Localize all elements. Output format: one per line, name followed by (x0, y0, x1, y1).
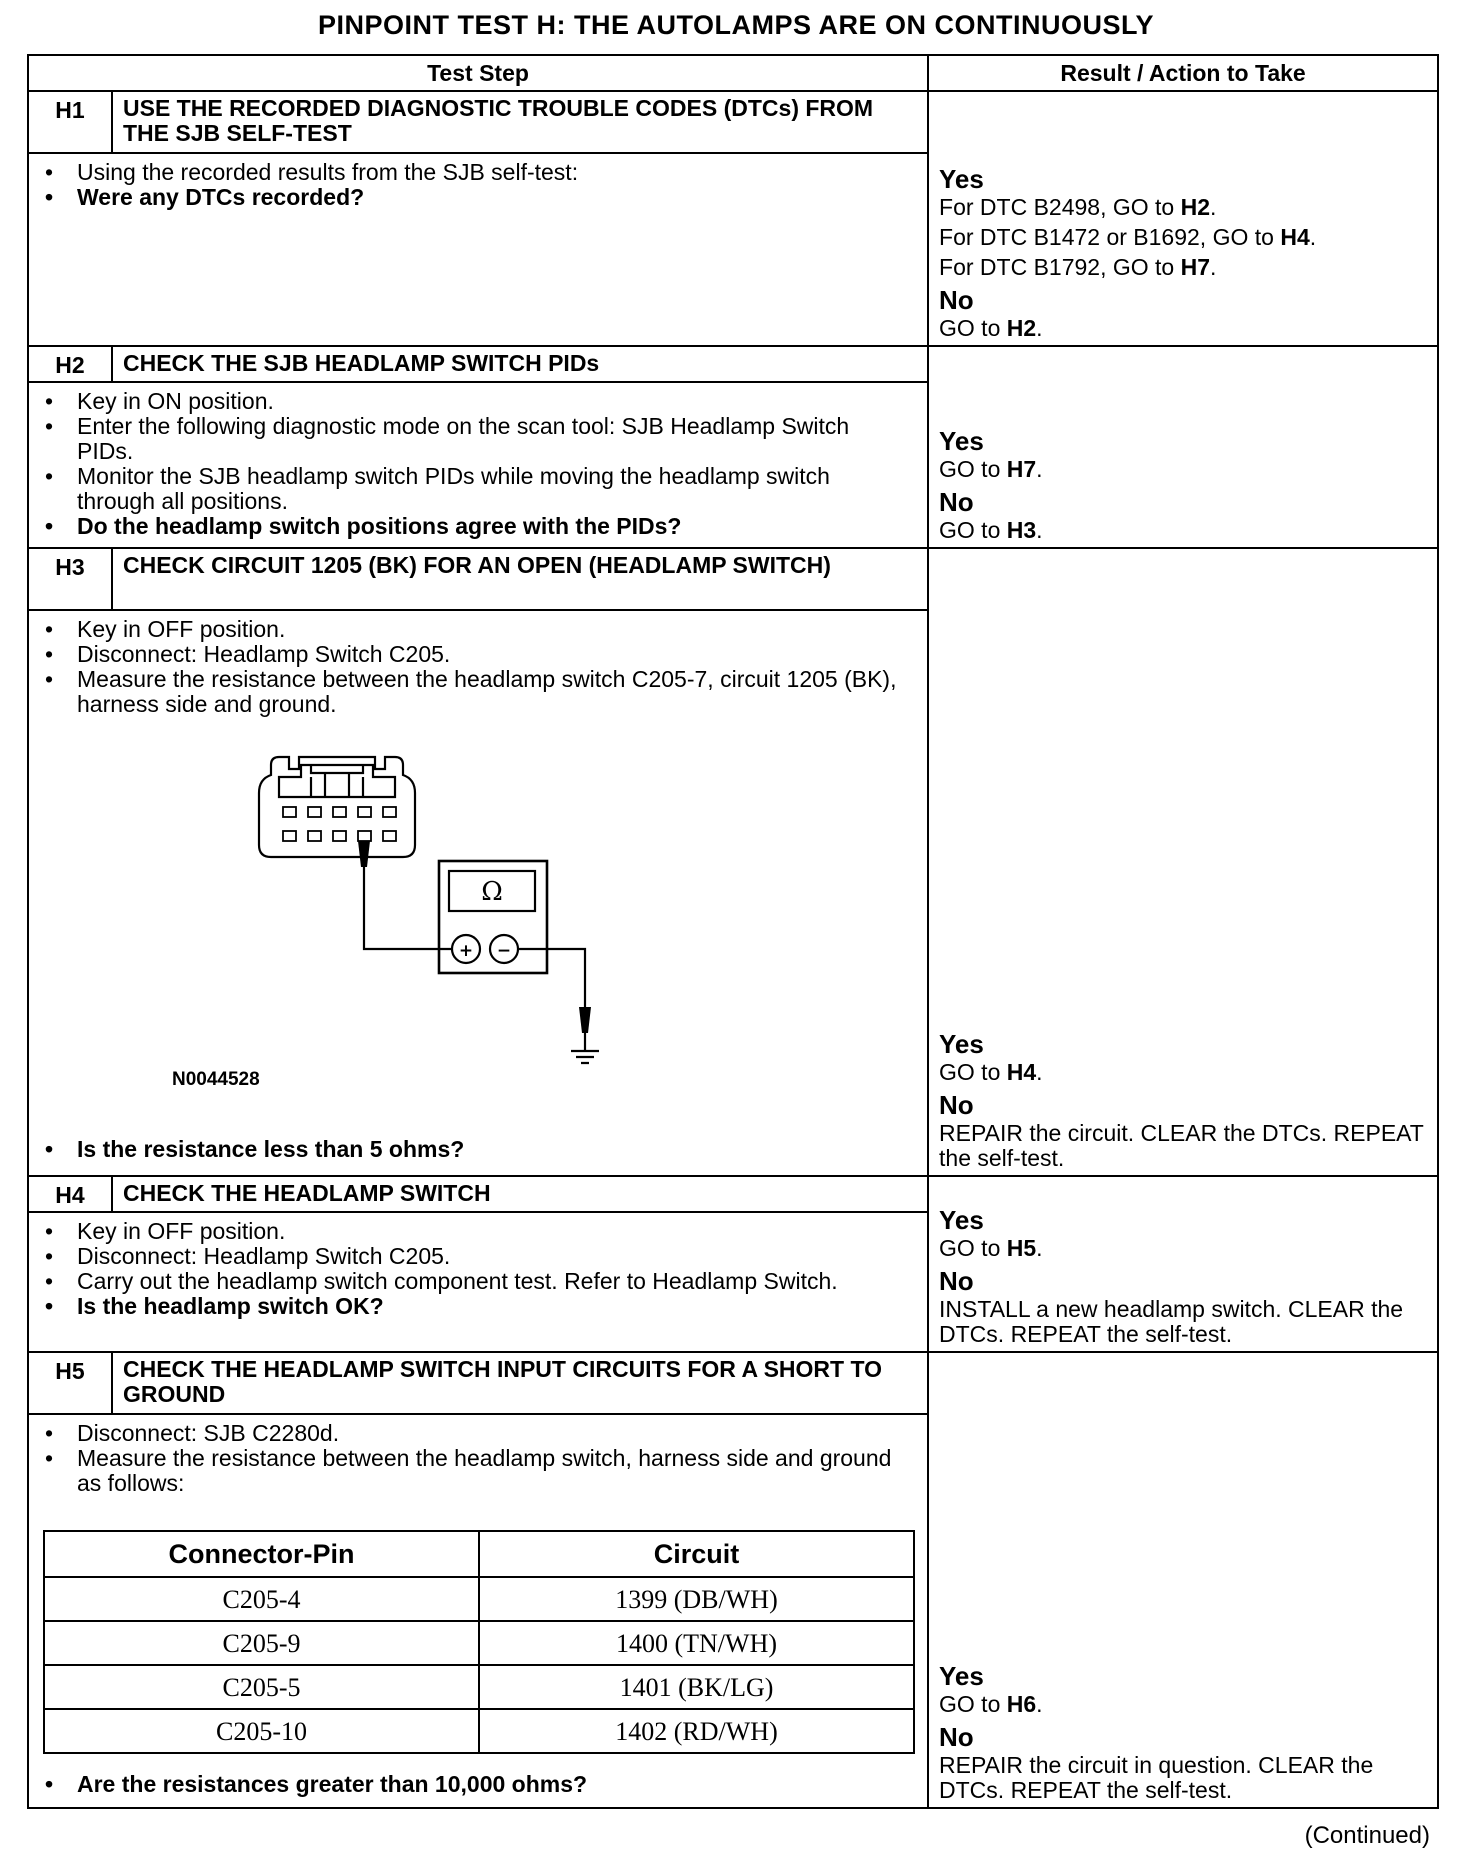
table-row (44, 1665, 914, 1709)
result-line: GO to H3. (939, 517, 1043, 543)
plus-symbol: + (458, 941, 474, 961)
step-heading: CHECK CIRCUIT 1205 (BK) FOR AN OPEN (HEADLAMP SWITCH) (112, 548, 928, 610)
connector-pins (283, 807, 396, 841)
step-heading: USE THE RECORDED DIAGNOSTIC TROUBLE CODES (DTCs) FROM THE SJB SELF-TEST (112, 91, 928, 153)
bullet-question: • Is the headlamp switch OK? (39, 1294, 897, 1319)
step-h4-result (928, 1176, 1438, 1352)
step-ref: H4 (1006, 1059, 1037, 1085)
step-ref: H6 (1006, 1691, 1037, 1717)
step-h1-heading-row (28, 91, 1438, 153)
step-h1-result (928, 91, 1438, 346)
bullet-item: • Monitor the SJB headlamp switch PIDs while moving the headlamp switch through all positions. (39, 464, 897, 514)
probe-tip-negative (579, 1007, 591, 1033)
bullet-question: • Do the headlamp switch positions agree with the PIDs? (39, 514, 897, 539)
yes-label: Yes (939, 1205, 984, 1235)
table-row (44, 1709, 914, 1753)
yes-label: Yes (939, 1029, 984, 1059)
ohm-symbol: Ω (481, 877, 503, 907)
circuit-col-header: Circuit (479, 1531, 914, 1577)
bullet-question: • Are the resistances greater than 10,000 ohms? (39, 1772, 917, 1797)
pin-circuit-table (43, 1530, 915, 1754)
no-label: No (939, 487, 974, 517)
step-body (28, 153, 928, 346)
probe-tip-positive (358, 841, 370, 867)
result-line: GO to H4. (939, 1059, 1043, 1085)
no-label: No (939, 1090, 974, 1120)
step-h2-heading-row (28, 346, 1438, 382)
bullet-item: • Key in OFF position. (39, 1219, 897, 1244)
step-h4-heading-row (28, 1176, 1438, 1212)
step-id: H3 (28, 548, 112, 610)
step-id: H2 (28, 346, 112, 382)
bullet-item: • Disconnect: Headlamp Switch C205. (39, 642, 897, 667)
minus-symbol: − (496, 941, 512, 961)
step-h5-result (928, 1352, 1438, 1808)
result-text: REPAIR the circuit. CLEAR the DTCs. REPEAT the self-test. (939, 1120, 1424, 1171)
result-line: GO to H7. (939, 456, 1043, 482)
circuit-cell: 1400 (TN/WH) (479, 1621, 914, 1665)
bullet-item: • Enter the following diagnostic mode on the scan tool: SJB Headlamp Switch PIDs. (39, 414, 897, 464)
step-h3-result (928, 548, 1438, 1176)
pin-table-header (44, 1531, 914, 1577)
step-body (28, 1414, 928, 1808)
no-label: No (939, 1266, 974, 1296)
result-line: For DTC B1472 or B1692, GO to H4. (939, 224, 1317, 250)
continued-label: (Continued) (1304, 1822, 1430, 1849)
step-ref: H7 (1006, 456, 1037, 482)
result-text: REPAIR the circuit in question. CLEAR the DTCs. REPEAT the self-test. (939, 1752, 1374, 1803)
step-heading: CHECK THE HEADLAMP SWITCH INPUT CIRCUITS FOR A SHORT TO GROUND (112, 1352, 928, 1414)
figure-id: N0044528 (172, 1069, 260, 1090)
resistance-measurement-diagram (39, 717, 599, 1117)
step-id: H5 (28, 1352, 112, 1414)
bullet-item: • Key in OFF position. (39, 617, 897, 642)
result-line: GO to H6. (939, 1691, 1043, 1717)
step-ref: H5 (1006, 1235, 1037, 1261)
bullet-item: • Key in ON position. (39, 389, 897, 414)
page-title: PINPOINT TEST H: THE AUTOLAMPS ARE ON CONTINUOUSLY (317, 10, 1155, 40)
no-label: No (939, 285, 974, 315)
bullet-item: • Carry out the headlamp switch component test. Refer to Headlamp Switch. (39, 1269, 897, 1294)
step-body (28, 1212, 928, 1352)
step-body (28, 382, 928, 548)
result-line: For DTC B1792, GO to H7. (939, 254, 1217, 280)
step-h3-heading-row (28, 548, 1438, 610)
header-result: Result / Action to Take (928, 55, 1438, 91)
table-header-row (28, 55, 1438, 91)
pin-cell: C205-10 (44, 1709, 479, 1753)
yes-label: Yes (939, 426, 984, 456)
step-heading: CHECK THE HEADLAMP SWITCH (112, 1176, 928, 1212)
bullet-item: • Using the recorded results from the SJB self-test: (39, 160, 897, 185)
connector-diagram (39, 717, 897, 1137)
negative-lead (518, 949, 585, 1035)
step-ref: H7 (1180, 254, 1211, 280)
pin-cell: C205-9 (44, 1621, 479, 1665)
no-label: No (939, 1722, 974, 1752)
header-test-step: Test Step (28, 55, 928, 91)
step-h2-result (928, 346, 1438, 548)
step-body (28, 610, 928, 1176)
pin-cell: C205-4 (44, 1577, 479, 1621)
result-text: INSTALL a new headlamp switch. CLEAR the DTCs. REPEAT the self-test. (939, 1296, 1404, 1347)
result-line: GO to H5. (939, 1235, 1043, 1261)
bullet-item: • Measure the resistance between the headlamp switch, harness side and ground as follows: (39, 1446, 897, 1496)
bullet-question: • Is the resistance less than 5 ohms? (39, 1137, 897, 1162)
step-id: H1 (28, 91, 112, 153)
step-ref: H4 (1280, 224, 1310, 250)
result-line: For DTC B2498, GO to H2. (939, 194, 1217, 220)
table-row (44, 1577, 914, 1621)
table-row (44, 1621, 914, 1665)
step-ref: H3 (1006, 517, 1037, 543)
bullet-question: • Were any DTCs recorded? (39, 185, 897, 210)
step-heading: CHECK THE SJB HEADLAMP SWITCH PIDs (112, 346, 928, 382)
step-ref: H2 (1006, 315, 1037, 341)
circuit-cell: 1401 (BK/LG) (479, 1665, 914, 1709)
step-id: H4 (28, 1176, 112, 1212)
circuit-cell: 1399 (DB/WH) (479, 1577, 914, 1621)
result-line: GO to H2. (939, 315, 1043, 341)
bullet-item: • Disconnect: Headlamp Switch C205. (39, 1244, 897, 1269)
pin-col-header: Connector-Pin (44, 1531, 479, 1577)
yes-label: Yes (939, 1661, 984, 1691)
step-h5-heading-row (28, 1352, 1438, 1414)
step-ref: H2 (1180, 194, 1211, 220)
yes-label: Yes (939, 164, 984, 194)
ground-icon (571, 1035, 599, 1063)
pin-cell: C205-5 (44, 1665, 479, 1709)
circuit-cell: 1402 (RD/WH) (479, 1709, 914, 1753)
pinpoint-test-table (27, 54, 1439, 1809)
bullet-item: • Measure the resistance between the headlamp switch C205-7, circuit 1205 (BK), harness side and ground. (39, 667, 897, 717)
bullet-item: • Disconnect: SJB C2280d. (39, 1421, 897, 1446)
